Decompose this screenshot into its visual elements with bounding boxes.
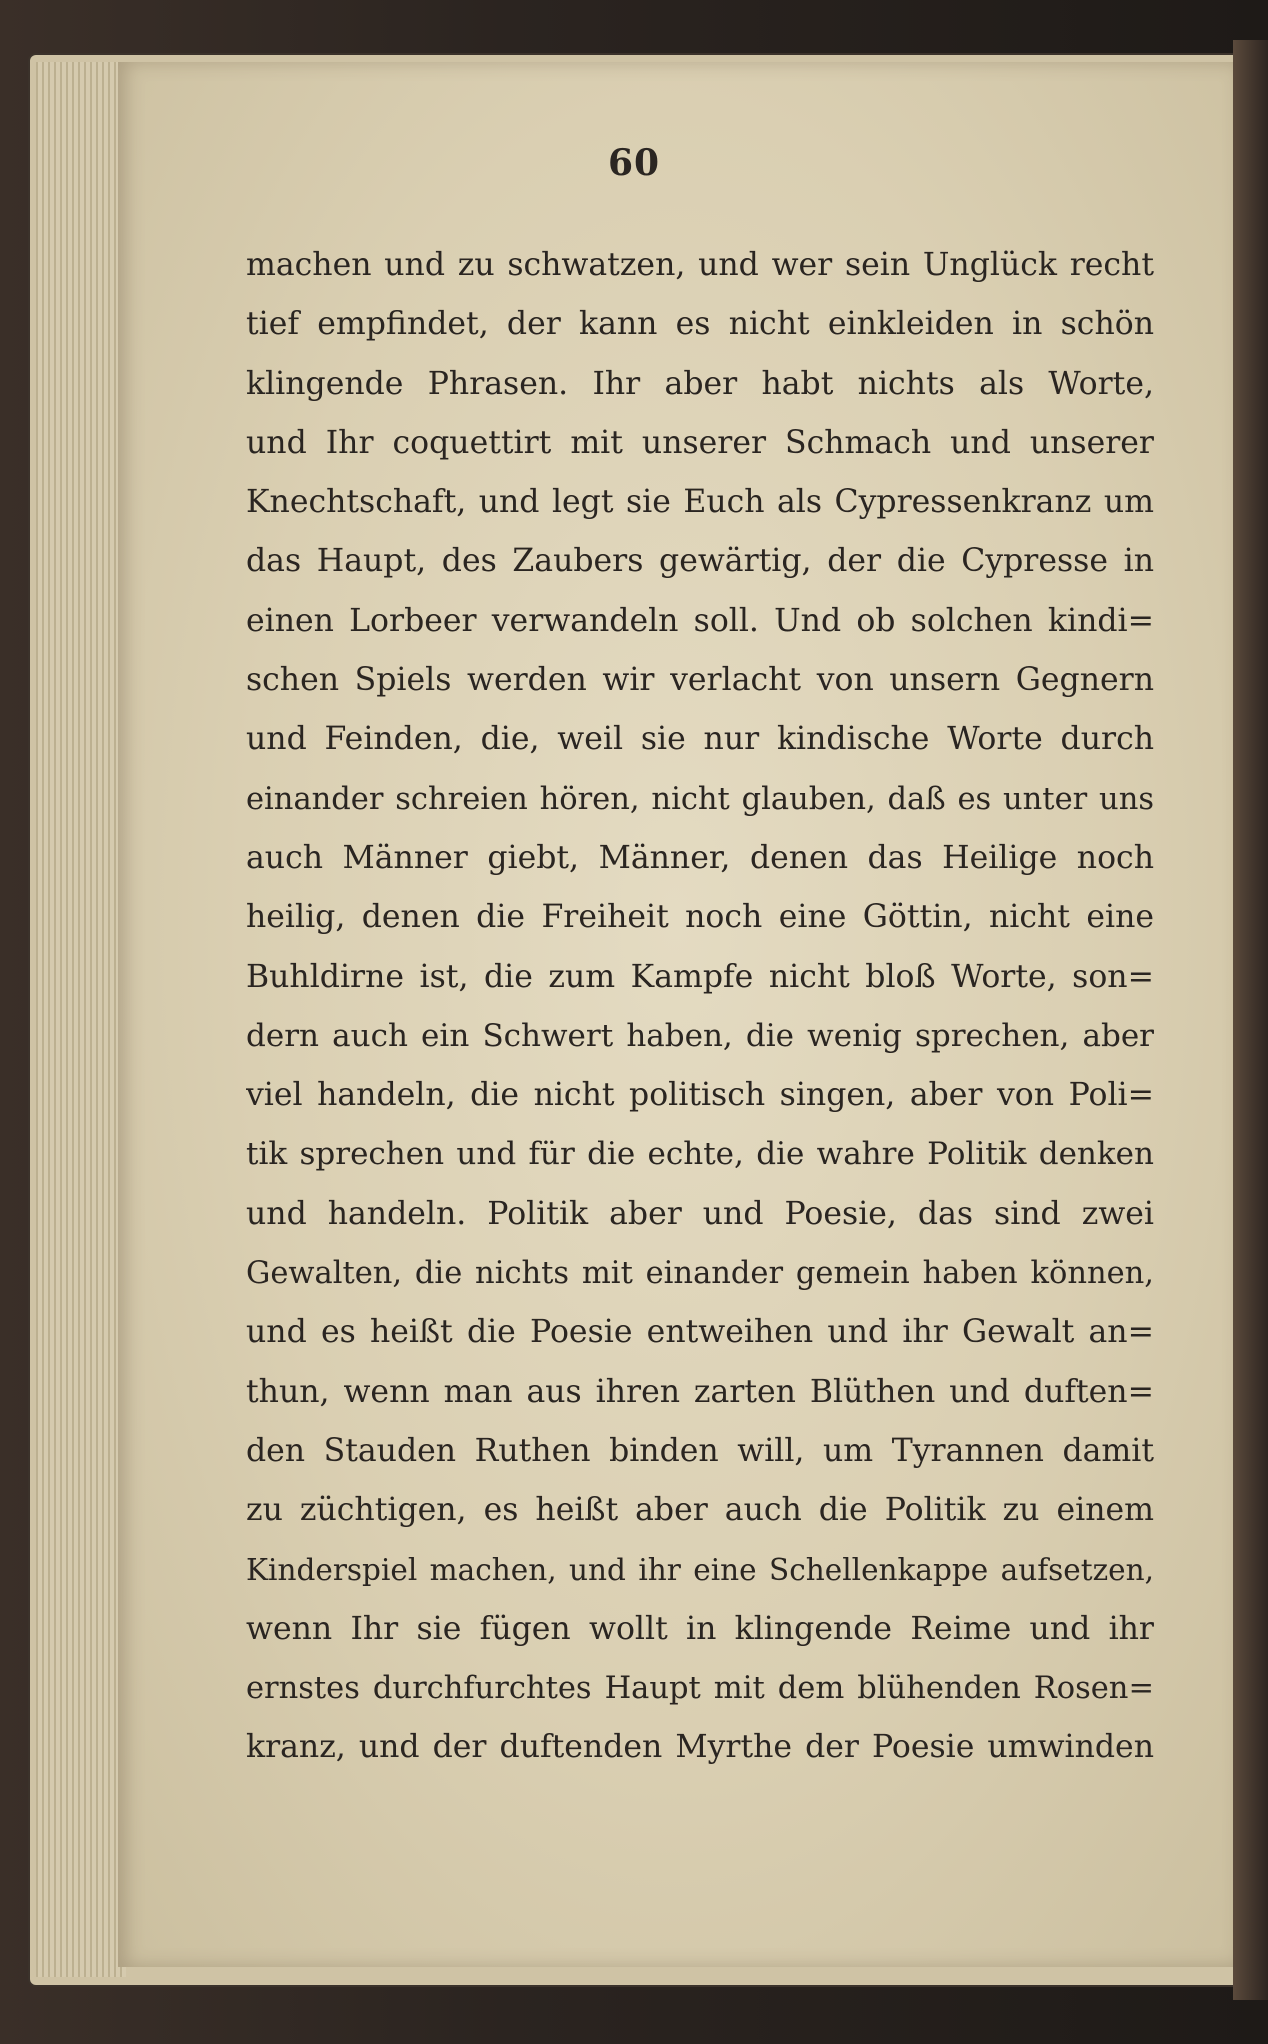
text-line: Buhldirne ist, die zum Kampfe nicht bloß Worte, son= <box>246 958 1154 995</box>
text-line: tief empfindet, der kann es nicht einkleiden in schön <box>246 306 1154 343</box>
text-line: Gewalten, die nichts mit einander gemein haben können, <box>246 1256 1154 1292</box>
text-line: den Stauden Ruthen binden will, um Tyrannen damit <box>246 1432 1154 1469</box>
text-line: Knechtschaft, und legt sie Euch als Cypressenkranz um <box>246 484 1154 521</box>
text-line: thun, wenn man aus ihren zarten Blüthen und duften= <box>246 1373 1154 1410</box>
text-line: zu züchtigen, es heißt aber auch die Politik zu einem <box>246 1492 1154 1529</box>
text-line: das Haupt, des Zaubers gewärtig, der die Cypresse in <box>246 543 1154 580</box>
text-line: und es heißt die Poesie entweihen und ihr Gewalt an= <box>246 1314 1154 1351</box>
text-line: einander schreien hören, nicht glauben, daß es unter uns <box>246 781 1154 817</box>
page-number: 60 <box>607 142 661 184</box>
text-line: kranz, und der duftenden Myrthe der Poesie umwinden <box>246 1729 1154 1766</box>
text-line: einen Lorbeer verwandeln soll. Und ob solchen kindi= <box>246 602 1154 639</box>
page-text-block <box>246 236 1154 1778</box>
text-line: auch Männer giebt, Männer, denen das Heilige noch <box>246 839 1154 876</box>
book-page-edges <box>36 62 126 1977</box>
text-line: dern auch ein Schwert haben, die wenig sprechen, aber <box>246 1017 1154 1054</box>
book-cover-edge <box>1233 40 1268 2000</box>
text-line: Kinderspiel machen, und ihr eine Schellenkappe aufsetzen, <box>246 1552 1154 1587</box>
text-line: tik sprechen und für die echte, die wahre Politik denken <box>246 1136 1154 1173</box>
text-line: schen Spiels werden wir verlacht von unsern Gegnern <box>246 662 1154 699</box>
text-line: ernstes durchfurchtes Haupt mit dem blühenden Rosen= <box>246 1671 1154 1707</box>
text-line: und Ihr coquettirt mit unserer Schmach und unserer <box>246 424 1154 461</box>
text-line: klingende Phrasen. Ihr aber habt nichts als Worte, <box>246 365 1154 402</box>
text-line: heilig, denen die Freiheit noch eine Göttin, nicht eine <box>246 899 1154 936</box>
text-line: viel handeln, die nicht politisch singen, aber von Poli= <box>246 1077 1154 1114</box>
text-line: und Feinden, die, weil sie nur kindische Worte durch <box>246 721 1154 758</box>
text-line: wenn Ihr sie fügen wollt in klingende Reime und ihr <box>246 1610 1154 1647</box>
text-line: und handeln. Politik aber und Poesie, das sind zwei <box>246 1195 1154 1232</box>
text-line: machen und zu schwatzen, und wer sein Unglück recht <box>246 247 1154 283</box>
